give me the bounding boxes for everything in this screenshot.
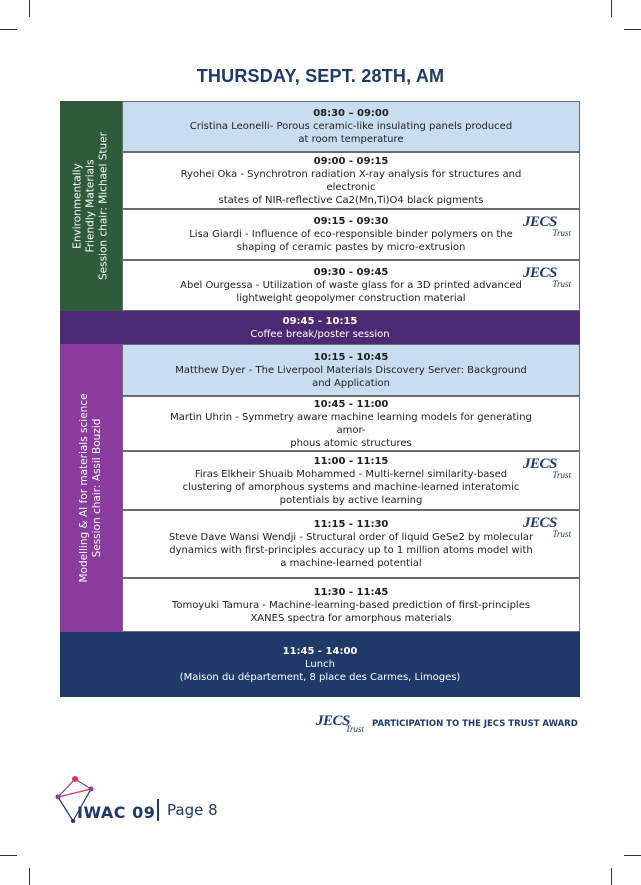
crop-mark (0, 29, 17, 30)
session-chair: Session chair: Michael Stuer (97, 132, 110, 280)
talk-title: shaping of ceramic pastes by micro-extrusion (236, 242, 466, 253)
jecs-trust-logo: JECS Trust (523, 265, 571, 289)
session-label-environment (60, 101, 122, 311)
lunch-row (60, 632, 580, 697)
jecs-trust-logo: JECS Trust (523, 456, 571, 480)
crop-mark (29, 868, 30, 885)
talk-title: lightweight geopolymer construction material (236, 293, 466, 304)
talk-time: 10:15 - 10:45 (313, 351, 389, 363)
talk-title: potentials by active learning (279, 494, 423, 506)
talk-title: a machine-learned potential (280, 558, 422, 569)
lunch-location: (Maison du département, 8 place des Carmes, Limoges) (179, 672, 461, 683)
talk-title: Abel Ourgessa - Utilization of waste glass for a 3D printed advanced (180, 280, 522, 291)
talk-title: Martin Uhrin - Symmetry aware machine learning models for generating amor- (170, 411, 532, 436)
page-number: Page 8 (167, 801, 218, 819)
lunch-label: Lunch (305, 659, 335, 670)
crop-mark (611, 0, 612, 17)
talk-slot (122, 578, 580, 632)
break-label: Coffee break/poster session (250, 328, 390, 340)
talk-time: 09:15 - 09:30 (313, 216, 389, 227)
talk-title: and Application (312, 377, 390, 389)
talk-time: 09:00 - 09:15 (313, 155, 389, 167)
talk-title: states of NIR-reflective Ca2(Mn,Ti)O4 black pigments (218, 194, 484, 206)
talk-time: 09:30 - 09:45 (313, 267, 389, 278)
talk-slot (122, 396, 580, 451)
break-time: 09:45 - 10:15 (282, 315, 358, 327)
jecs-trust-logo: JECS Trust (523, 214, 571, 238)
session-title: Environmentally (71, 163, 84, 249)
talk-title: Matthew Dyer - The Liverpool Materials Discovery Server: Background (175, 364, 527, 376)
talk-slot (122, 209, 580, 260)
page-title: THURSDAY, SEPT. 28TH, AM (196, 66, 445, 86)
session-label-modelling (60, 344, 122, 632)
talk-time: 08:30 – 09:00 (313, 108, 389, 119)
talk-time: 11:00 - 11:15 (313, 455, 389, 467)
iwac-logo (55, 775, 165, 825)
crop-mark (29, 0, 30, 17)
session-title: Modelling & AI for materials science (78, 393, 90, 583)
talk-time: 11:30 - 11:45 (313, 586, 389, 598)
jecs-trust-logo: JECS Trust (523, 515, 571, 539)
talk-slot (122, 260, 580, 311)
crop-mark (611, 868, 612, 885)
crop-mark (0, 855, 17, 856)
coffee-break-row (60, 311, 580, 344)
schedule-table (60, 101, 580, 697)
talk-title: clustering of amorphous systems and machine-learned interatomic (182, 481, 520, 493)
logo-text: IWAC 09 (77, 803, 156, 822)
talk-title: Lisa Giardi - Influence of eco-responsible binder polymers on the (189, 229, 513, 240)
crop-mark (624, 29, 641, 30)
talk-slot (122, 152, 580, 209)
legend-label: PARTICIPATION TO THE JECS TRUST AWARD (372, 719, 578, 729)
talk-title: XANES spectra for amorphous materials (250, 612, 452, 624)
talk-title: Cristina Leonelli- Porous ceramic-like insulating panels produced (189, 121, 513, 132)
talk-title: dynamics with first-principles accuracy up to 1 million atoms model with (169, 545, 533, 556)
talk-time: 11:15 - 11:30 (313, 519, 389, 530)
talk-slot (122, 344, 580, 396)
crop-mark (624, 855, 641, 856)
talk-title: Ryohei Oka - Synchrotron radiation X-ray analysis for structures and electronic (180, 168, 522, 193)
talk-title: at room temperature (298, 134, 404, 145)
talk-time: 10:45 - 11:00 (313, 398, 389, 410)
talk-title: Firas Elkheir Shuaib Mohammed - Multi-kernel similarity-based (194, 468, 508, 480)
talk-title: phous atomic structures (290, 437, 412, 449)
talk-slot (122, 101, 580, 152)
jecs-award-legend (316, 713, 586, 735)
jecs-trust-logo: JECS Trust (316, 713, 364, 734)
lunch-time: 11:45 - 14:00 (282, 646, 358, 657)
talk-title: Steve Dave Wansi Wendji - Structural order of liquid GeSe2 by molecular (168, 532, 534, 543)
talk-title: Tomoyuki Tamura - Machine-learning-based prediction of first-principles (171, 599, 531, 611)
session-title: Friendly Materials (84, 159, 97, 253)
session-chair: Session chair: Assil Bouzid (91, 418, 103, 558)
talk-slot (122, 451, 580, 510)
talk-slot (122, 510, 580, 578)
